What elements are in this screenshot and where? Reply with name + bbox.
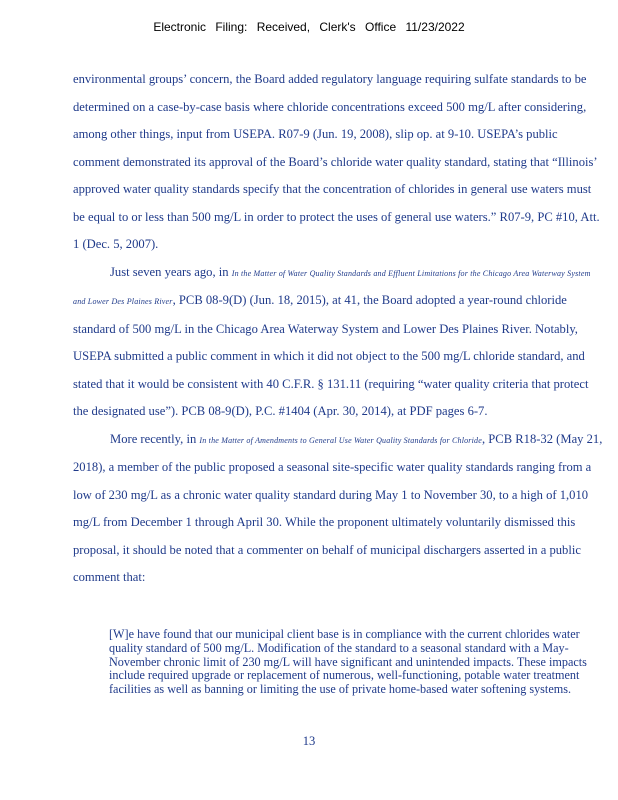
body-text [73, 66, 605, 592]
paragraph-2-lead: Just seven years ago, in [110, 264, 232, 279]
paragraph-3-rest: , PCB R18-32 (May 21, 2018), a member of the public proposed a seasonal site-specific water quality standards ranging from a low of 230 mg/L as a chronic water quality standard during May 1 to November 30, to a high of 1,010 mg/L from December 1 through April 30. While the proponent ultimately voluntarily dismissed this proposal, it should be noted that a commenter on behalf of municipal dischargers asserted in a public comment that: [73, 431, 603, 584]
paragraph-r18-32 [73, 426, 605, 592]
paragraph-chicago-waterway [73, 259, 605, 426]
page-number: 13 [302, 734, 316, 748]
paragraph-sulfate-standards: environmental groups’ concern, the Board added regulatory language requiring sulfate standards to be determined on a case-by-case basis where chloride concentrations exceed 500 mg/L after considering, among other things, input from USEPA. R07-9 (Jun. 19, 2008), slip op. at 9-10. USEPA’s public comment demonstrated its approval of the Board’s chloride water quality standard, stating that “Illinois’ approved water quality standards specify that the concentration of chlorides in general use waters must be equal to or less than 500 mg/L in order to protect the uses of general use waters.” R07-9, PC #10, Att. 1 (Dec. 5, 2007). [73, 72, 600, 251]
paragraph-2-rest: , PCB 08-9(D) (Jun. 18, 2015), at 41, the Board adopted a year-round chloride standard of 500 mg/L in the Chicago Area Waterway System and Lower Des Plaines River. Notably, USEPA submitted a public comment in which it did not object to the 500 mg/L chloride standard, and stated that it would be consistent with 40 C.F.R. § 131.11 (requiring “water quality criteria that protect the designated use”). PCB 08-9(D), P.C. #1404 (Apr. 30, 2014), at PDF pages 6-7. [73, 293, 589, 418]
case-title-chloride-amendments: In the Matter of Amendments to General Use Water Quality Standards for Chloride [199, 435, 482, 445]
paragraph-3-lead: More recently, in [110, 431, 200, 446]
filing-header: Electronic Filing: Received, Clerk's Office 11/23/2022 [153, 20, 465, 34]
block-quote: [W]e have found that our municipal client base is in compliance with the current chlorides water quality standard of 500 mg/L. Modification of the standard to a seasonal standard with a May-November chronic limit of 230 mg/L will have significant and unintended impacts. These impacts include required upgrade or replacement of numerous, well-functioning, potable water treatment facilities as well as banning or limiting the use of private home-based water softening systems. [109, 627, 587, 697]
case-title-chicago-waterway: In the Matter of Water Quality Standards and Effluent Limitations for the Chicago Area Waterway System and Lower Des Plaines River [73, 268, 591, 306]
